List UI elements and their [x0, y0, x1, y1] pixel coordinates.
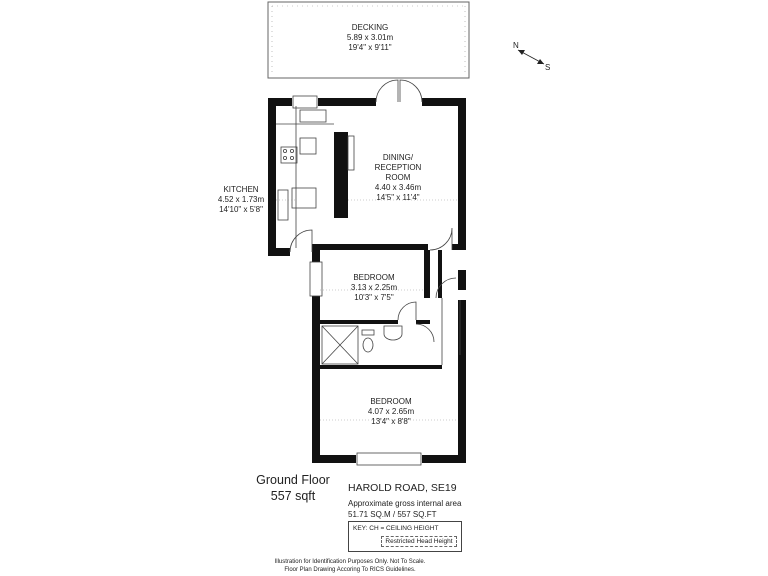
disclaimer-line-2: Floor Plan Drawing Accoring To RICS Guidelines. — [284, 567, 416, 573]
sink — [300, 110, 326, 122]
bedroom1-label — [351, 273, 398, 302]
address: HAROLD ROAD, SE19 — [348, 482, 457, 494]
compass-south: S — [545, 63, 551, 72]
bedroom2-imperial: 13'4" x 8'8" — [371, 417, 411, 426]
decking-imperial: 19'4" x 9'11" — [348, 43, 392, 52]
dining-metric: 4.40 x 3.46m — [374, 183, 422, 192]
bedroom1-imperial: 10'3" x 7'5" — [354, 293, 394, 302]
floor-name: Ground Floor — [256, 473, 330, 487]
dimension-lines — [276, 200, 458, 420]
kitchen-name: KITCHEN — [223, 185, 259, 194]
disclaimer-line-1: Illustration for Identification Purposes Only. Not To Scale. — [274, 559, 426, 565]
key-restricted: Restricted Head Height — [381, 536, 457, 547]
bedroom1-name: BEDROOM — [353, 273, 395, 282]
key-box — [348, 521, 462, 552]
bedroom2-label — [368, 397, 415, 426]
decking-label — [347, 23, 394, 52]
compass-north: N — [513, 41, 519, 50]
disclaimer — [250, 558, 450, 574]
decking-metric: 5.89 x 3.01m — [346, 33, 394, 42]
floor-title — [248, 472, 338, 504]
gross-area — [348, 498, 461, 520]
bedroom2-metric: 4.07 x 2.65m — [367, 407, 415, 416]
gross-area-value: 51.71 SQ.M / 557 SQ.FT — [348, 510, 437, 519]
basin — [384, 326, 402, 340]
floor-area: 557 sqft — [270, 489, 316, 503]
dining-name-1: DINING/ — [382, 153, 414, 162]
kitchen-metric: 4.52 x 1.73m — [217, 195, 265, 204]
dining-label — [375, 153, 422, 202]
dining-imperial: 14'5" x 11'4" — [376, 193, 420, 202]
wc — [363, 338, 373, 352]
decking-name: DECKING — [351, 23, 389, 32]
compass-icon — [513, 41, 550, 72]
kitchen-imperial: 14'10" x 5'8" — [219, 205, 263, 214]
dining-name-3: ROOM — [385, 173, 411, 182]
bedroom1-metric: 3.13 x 2.25m — [350, 283, 398, 292]
bedroom2-name: BEDROOM — [370, 397, 412, 406]
hob — [281, 147, 297, 163]
key-title: KEY: CH = CEILING HEIGHT — [353, 525, 439, 532]
dining-name-2: RECEPTION — [374, 163, 422, 172]
gross-area-label: Approximate gross internal area — [348, 499, 462, 508]
kitchen-label — [218, 185, 265, 214]
